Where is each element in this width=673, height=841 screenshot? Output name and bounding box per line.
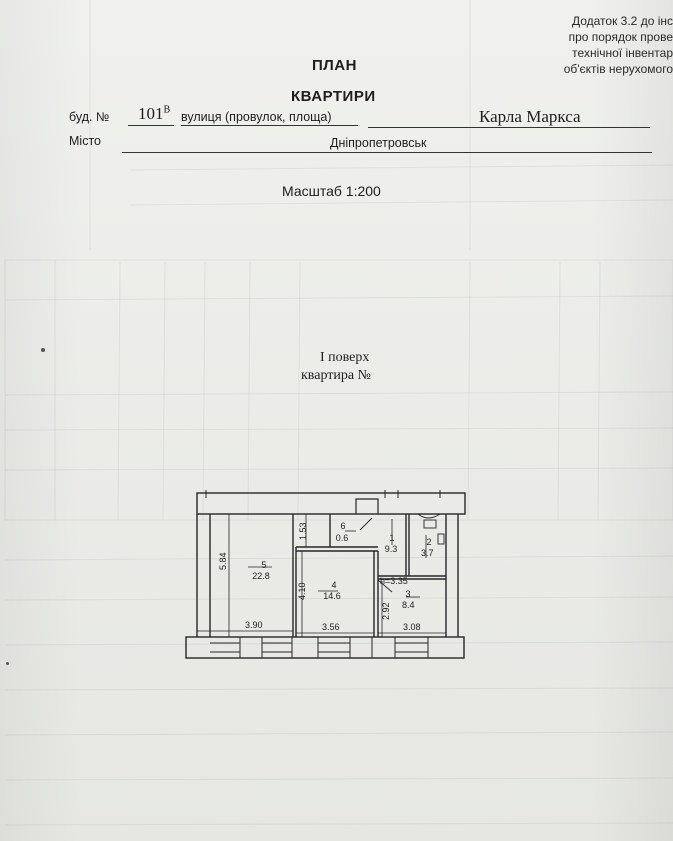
room-3-number: 3 — [405, 589, 411, 599]
annex-line-2: про порядок прове — [568, 30, 673, 44]
room-5-number: 5 — [261, 560, 267, 570]
dim-5-84: 5.84 — [218, 552, 228, 570]
dim-2-92: 2.92 — [381, 602, 391, 620]
room-4 — [323, 580, 342, 602]
margin-dot-2 — [6, 662, 9, 665]
street-value: Карла Маркса — [479, 107, 581, 126]
dim-3-56: 3.56 — [322, 622, 340, 632]
plan-title: ПЛАН — [312, 57, 357, 74]
annex-line-1: Додаток 3.2 до інс — [571, 14, 673, 28]
room-4-area: 14.6 — [323, 591, 341, 601]
street-label: вулиця (провулок, площа) — [181, 110, 332, 124]
margin-dot — [41, 348, 45, 352]
room-2 — [421, 537, 433, 559]
room-6-number: 6 — [340, 521, 346, 531]
apartment-title: КВАРТИРИ — [291, 88, 376, 105]
room-3 — [402, 589, 414, 611]
apartment-number-label: квартира № — [301, 368, 371, 383]
room-1-area: 9.3 — [384, 544, 398, 554]
room-6-area: 0.6 — [335, 533, 349, 543]
dim-1-53: 1.53 — [298, 522, 308, 540]
building-suffix: В — [163, 104, 171, 116]
building-label: буд. № — [69, 110, 110, 124]
dim-3-90: 3.90 — [245, 620, 263, 630]
city-label: Місто — [69, 134, 101, 148]
room-2-area: 3.7 — [421, 548, 434, 558]
annex-line-4: об'єктів нерухомого — [563, 62, 673, 76]
city-value: Дніпропетровськ — [330, 136, 427, 150]
floor-label: І поверх — [320, 350, 370, 365]
scale-label: Масштаб 1:200 — [282, 183, 381, 199]
room-4-number: 4 — [331, 580, 337, 590]
dim-3-08: 3.08 — [403, 622, 421, 632]
room-5-area: 22.8 — [252, 571, 270, 581]
annex-line-3: технічної інвентар — [572, 46, 673, 60]
room-6 — [337, 520, 349, 544]
dim-4-10: 4.10 — [297, 582, 307, 600]
room-1 — [386, 533, 398, 555]
room-2-number: 2 — [426, 537, 432, 547]
room-1-number: 1 — [389, 533, 395, 543]
building-number-value: 101 — [138, 104, 164, 123]
top-wall — [197, 493, 465, 514]
room-5 — [252, 560, 272, 582]
bottom-wall — [186, 637, 464, 658]
dim-ceiling-height: h=3.35 — [380, 576, 408, 586]
room-3-area: 8.4 — [402, 600, 415, 610]
